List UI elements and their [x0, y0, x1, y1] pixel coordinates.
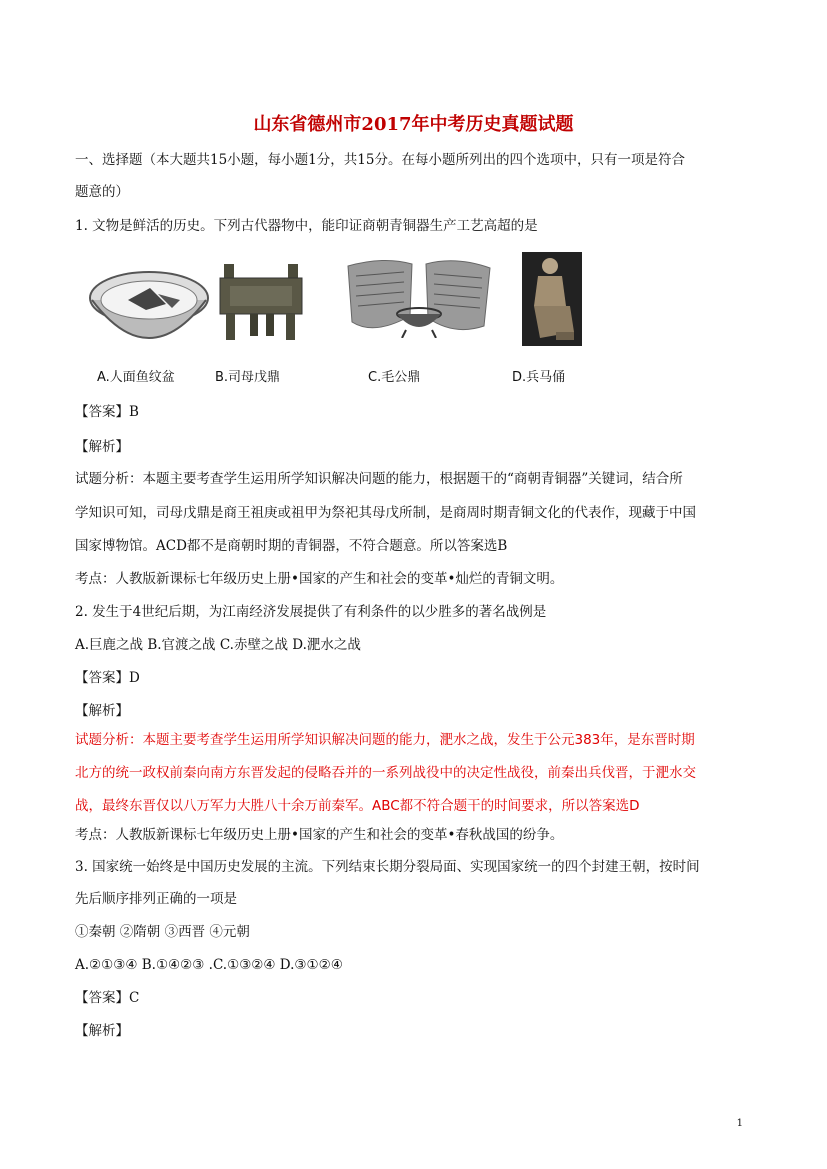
q2-analysis-line2: 北方的统一政权前秦向南方东晋发起的侵略吞并的一系列战役中的决定性战役，前秦出兵伐晋，于淝水交	[75, 765, 696, 781]
section-heading-line2: 题意的）	[75, 184, 129, 200]
q2-options: A.巨鹿之战 B.官渡之战 C.赤壁之战 D.淝水之战	[75, 637, 361, 653]
terracotta-warrior-image	[522, 252, 582, 346]
q1-answer: 【答案】B	[75, 404, 139, 420]
q3-items: ①秦朝 ②隋朝 ③西晋 ④元朝	[75, 924, 250, 940]
q2-stem: 2. 发生于4世纪后期，为江南经济发展提供了有利条件的以少胜多的著名战例是	[75, 604, 547, 620]
page-number: 1	[736, 1118, 743, 1129]
q3-answer: 【答案】C	[75, 990, 140, 1006]
q2-answer: 【答案】D	[75, 670, 140, 686]
section-heading-line1: 一、选择题（本大题共15小题，每小题1分，共15分。在每小题所列出的四个选项中，只有一项是符合	[75, 152, 685, 168]
q1-stem: 1. 文物是鲜活的历史。下列古代器物中，能印证商朝青铜器生产工艺高超的是	[75, 218, 538, 234]
maogong-ding-image	[344, 256, 494, 338]
page-title: 山东省德州市2017年中考历史真题试题	[253, 114, 574, 135]
q1-option-c: C.毛公鼎	[368, 370, 421, 385]
q1-analysis-label: 【解析】	[75, 439, 129, 455]
artifact-images	[88, 252, 608, 352]
q3-options: A.②①③④ B.①④②③ .C.①③②④ D.③①②④	[75, 957, 343, 973]
q3-stem-line1: 3. 国家统一始终是中国历史发展的主流。下列结束长期分裂局面、实现国家统一的四个封建王朝，按时间	[75, 859, 700, 875]
q1-option-d: D.兵马俑	[512, 370, 566, 385]
simuwu-ding-image	[216, 252, 308, 342]
painted-pottery-basin-image	[88, 266, 210, 346]
q3-stem-line2: 先后顺序排列正确的一项是	[75, 891, 237, 907]
q1-option-b: B.司母戊鼎	[215, 370, 281, 385]
q1-analysis-line2: 学知识可知，司母戊鼎是商王祖庚或祖甲为祭祀其母戊所制，是商周时期青铜文化的代表作，现藏于中国	[75, 505, 696, 521]
q2-analysis-line1: 试题分析：本题主要考查学生运用所学知识解决问题的能力，淝水之战，发生于公元383年，是东晋时期	[75, 732, 695, 748]
q2-analysis-line3: 战，最终东晋仅以八万军力大胜八十余万前秦军。ABC都不符合题干的时间要求，所以答案选D	[75, 798, 640, 814]
q1-analysis-line3: 国家博物馆。ACD都不是商朝时期的青铜器，不符合题意。所以答案选B	[75, 538, 508, 554]
q3-analysis-label: 【解析】	[75, 1023, 129, 1039]
q1-knowledge-point: 考点：人教版新课标七年级历史上册•国家的产生和社会的变革•灿烂的青铜文明。	[75, 571, 564, 587]
q2-analysis-label: 【解析】	[75, 703, 129, 719]
q1-option-a: A.人面鱼纹盆	[97, 370, 175, 385]
q2-knowledge-point: 考点：人教版新课标七年级历史上册•国家的产生和社会的变革•春秋战国的纷争。	[75, 827, 564, 843]
q1-analysis-line1: 试题分析：本题主要考查学生运用所学知识解决问题的能力，根据题干的“商朝青铜器”关键词，结合所	[75, 471, 683, 487]
